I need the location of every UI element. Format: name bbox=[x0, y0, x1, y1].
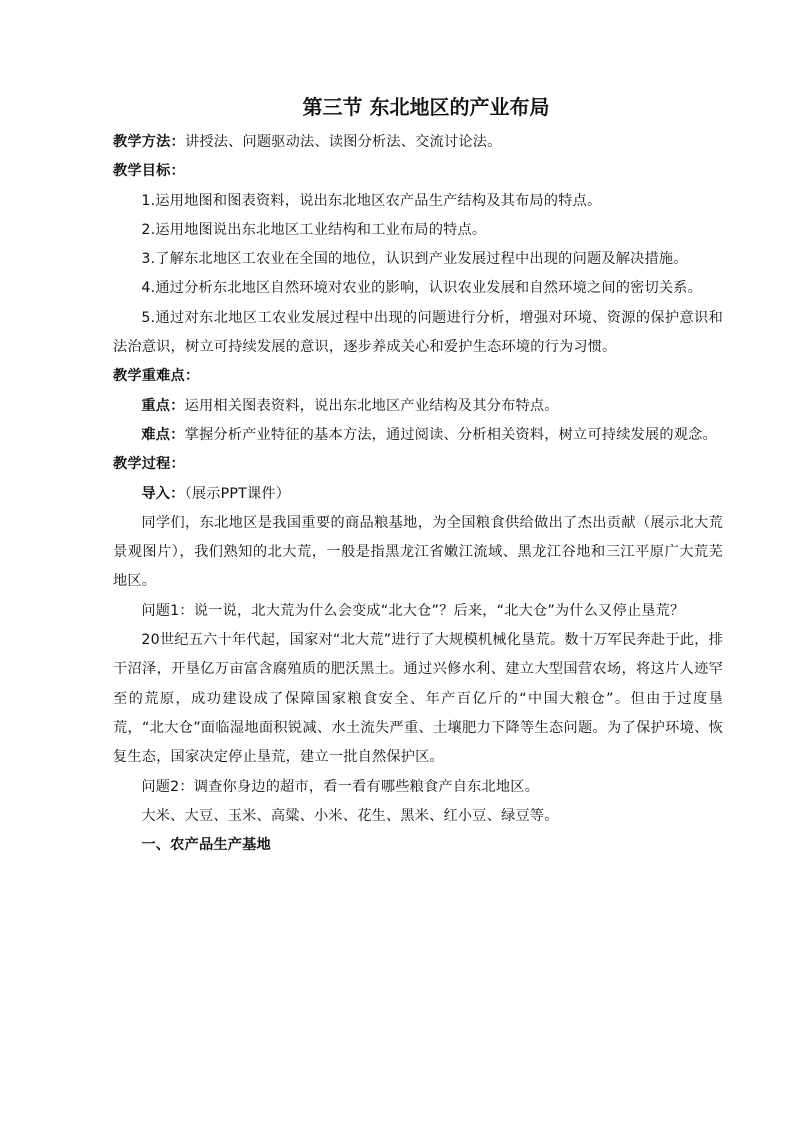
difficulty-label: 难点： bbox=[141, 426, 185, 443]
teaching-methods bbox=[113, 128, 723, 157]
focus-text: 运用相关图表资料，说出东北地区产业结构及其分布特点。 bbox=[184, 397, 559, 414]
focus-label: 重点： bbox=[141, 397, 185, 414]
process-heading: 教学过程： bbox=[113, 456, 185, 473]
focus-paragraph bbox=[113, 392, 723, 421]
keypoints-heading: 教学重难点： bbox=[113, 368, 200, 385]
document-page bbox=[113, 92, 723, 860]
goals-heading: 教学目标： bbox=[113, 163, 185, 180]
goal-item-2: 2.运用地图说出东北地区工业结构和工业布局的特点。 bbox=[141, 221, 487, 238]
intro-label: 导入： bbox=[141, 485, 185, 502]
answer-2: 大米、大豆、玉米、高粱、小米、花生、黑米、红小豆、绿豆等。 bbox=[141, 807, 559, 824]
methods-label: 教学方法： bbox=[113, 134, 185, 150]
methods-text: 讲授法、问题驱动法、读图分析法、交流讨论法。 bbox=[184, 134, 502, 150]
document-title: 第三节 东北地区的产业布局 bbox=[302, 95, 550, 119]
difficulty-text: 掌握分析产业特征的基本方法，通过阅读、分析相关资料，树立可持续发展的观念。 bbox=[184, 426, 717, 443]
goal-item-1: 1.运用地图和图表资料，说出东北地区农产品生产结构及其布局的特点。 bbox=[141, 192, 602, 209]
answer-1-paragraph: 20世纪五六十年代起，国家对“北大荒”进行了大规模机械化垦荒。数十万军民奔赴于此，排干沼泽，开垦亿万亩富含腐殖质的肥沃黑土。通过兴修水利、建立大型国营农场，将这片人迹罕至的荒原，成功建设成了保障国家粮食安全、年产百亿斤的“中国大粮仓”。但由于过度垦荒，“北大仓”面临湿地面积锐减、水土流失严重、土壤肥力下降等生态问题。为了保护环境、恢复生态，国家决定停止垦荒，建立一批自然保护区。 bbox=[113, 632, 723, 766]
goal-item-4: 4.通过分析东北地区自然环境对农业的影响，认识农业发展和自然环境之间的密切关系。 bbox=[141, 280, 703, 297]
intro-body-paragraph: 同学们，东北地区是我国重要的商品粮基地，为全国粮食供给做出了杰出贡献（展示北大荒景观图片），我们熟知的北大荒，一般是指黑龙江省嫩江流域、黑龙江谷地和三江平原广大荒芜地区。 bbox=[113, 514, 723, 590]
goal-item-5: 5.通过对东北地区工农业发展过程中出现的问题进行分析，增强对环境、资源的保护意识和法治意识，树立可持续发展的意识，逐步养成关心和爱护生态环境的行为习惯。 bbox=[113, 309, 723, 356]
difficulty-paragraph bbox=[113, 421, 723, 450]
goal-item-3: 3.了解东北地区工农业在全国的地位，认识到产业发展过程中出现的问题及解决措施。 bbox=[141, 251, 688, 268]
intro-paragraph bbox=[113, 480, 723, 509]
section-heading-1: 一、农产品生产基地 bbox=[141, 837, 271, 854]
question-2: 问题2：调查你身边的超市，看一看有哪些粮食产自东北地区。 bbox=[141, 778, 540, 795]
question-1: 问题1：说一说，北大荒为什么会变成“北大仓”？后来，“北大仓”为什么又停止垦荒？ bbox=[141, 602, 685, 619]
intro-text: （展示PPT课件） bbox=[184, 485, 291, 502]
